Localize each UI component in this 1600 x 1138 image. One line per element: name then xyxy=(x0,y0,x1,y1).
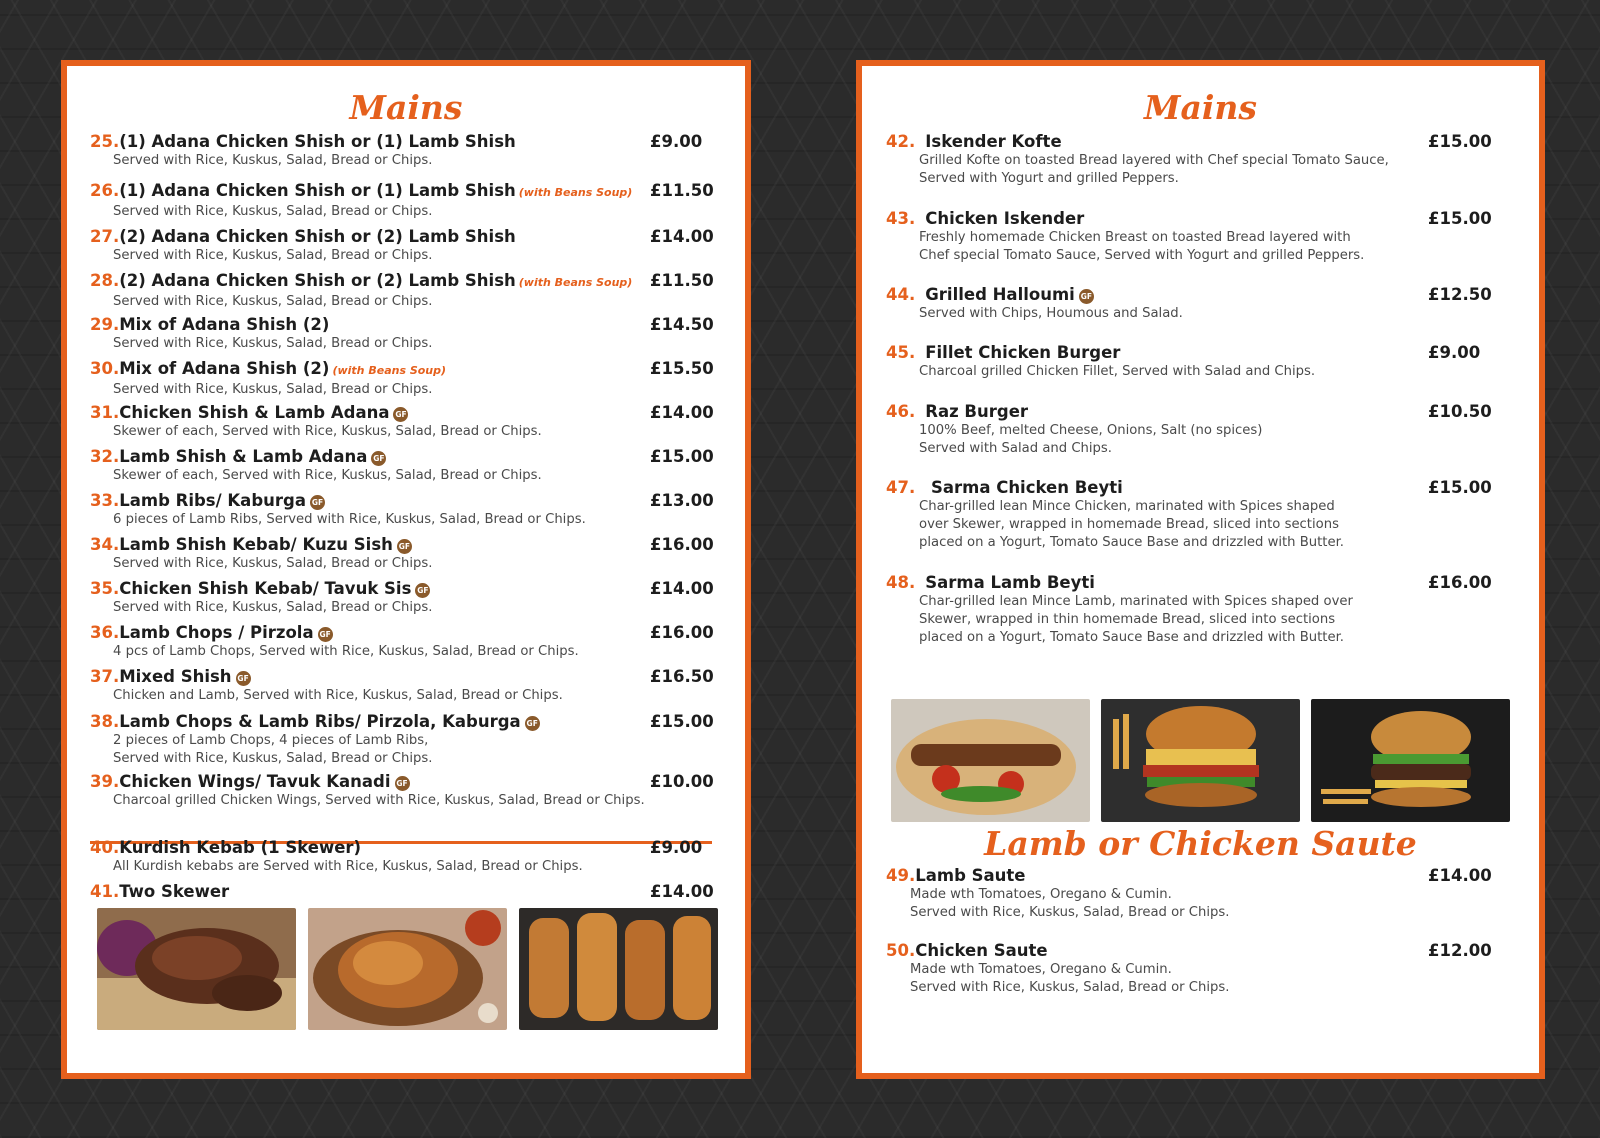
item-number: 36. xyxy=(90,623,120,642)
item-name: Lamb Shish Kebab/ Kuzu Sish xyxy=(119,535,393,554)
item-note: (with Beans Soup) xyxy=(518,186,633,199)
menu-page-right xyxy=(856,60,1545,1079)
item-description: Chef special Tomato Sauce, Served with Yogurt and grilled Peppers. xyxy=(919,248,1365,263)
chicken-burger-photo xyxy=(1101,699,1300,822)
item-name: (1) Adana Chicken Shish or (1) Lamb Shish xyxy=(119,181,516,200)
menu-item xyxy=(90,535,432,573)
item-name: Mix of Adana Shish (2) xyxy=(119,359,330,378)
menu-item-heading xyxy=(90,882,229,902)
item-number: 43. xyxy=(886,209,916,228)
item-number: 47. xyxy=(886,478,916,497)
menu-item xyxy=(90,623,579,661)
menu-item xyxy=(90,359,446,399)
item-name: (2) Adana Chicken Shish or (2) Lamb Shish xyxy=(119,227,516,246)
gluten-free-icon: GF xyxy=(397,539,412,554)
item-name: Sarma Lamb Beyti xyxy=(925,573,1095,592)
menu-item xyxy=(90,271,632,311)
menu-item xyxy=(886,941,1229,997)
item-number: 37. xyxy=(90,667,120,686)
menu-item-heading xyxy=(90,491,586,511)
item-number: 27. xyxy=(90,227,120,246)
gluten-free-icon: GF xyxy=(236,671,251,686)
item-description: Served with Rice, Kuskus, Salad, Bread or Chips. xyxy=(113,600,433,615)
menu-item-heading xyxy=(90,271,632,293)
item-price: £13.00 xyxy=(650,491,714,510)
saute-section-title: Lamb or Chicken Saute xyxy=(984,824,1417,863)
item-name: Chicken Shish Kebab/ Tavuk Sis xyxy=(119,579,412,598)
item-price: £15.00 xyxy=(1428,209,1492,228)
item-number: 30. xyxy=(90,359,120,378)
item-number: 28. xyxy=(90,271,120,290)
menu-item xyxy=(886,573,1353,647)
item-description: Served with Yogurt and grilled Peppers. xyxy=(919,171,1179,186)
item-description: placed on a Yogurt, Tomato Sauce Base and drizzled with Butter. xyxy=(919,630,1344,645)
gluten-free-icon: GF xyxy=(1079,289,1094,304)
item-description: Served with Rice, Kuskus, Salad, Bread or Chips. xyxy=(113,248,433,263)
chicken-skewers-photo xyxy=(519,908,718,1030)
menu-item xyxy=(90,667,563,705)
item-description: Charcoal grilled Chicken Wings, Served with Rice, Kuskus, Salad, Bread or Chips. xyxy=(113,793,645,808)
menu-item xyxy=(90,227,516,265)
item-description: Served with Rice, Kuskus, Salad, Bread or Chips. xyxy=(113,294,433,309)
item-description: over Skewer, wrapped in homemade Bread, sliced into sections xyxy=(919,517,1339,532)
item-description: 100% Beef, melted Cheese, Onions, Salt (no spices) xyxy=(919,423,1263,438)
item-name: Two Skewer xyxy=(119,882,230,901)
item-name: Mixed Shish xyxy=(119,667,232,686)
gluten-free-icon: GF xyxy=(393,407,408,422)
item-note: (with Beans Soup) xyxy=(518,276,633,289)
item-price: £14.00 xyxy=(650,227,714,246)
item-name: Sarma Chicken Beyti xyxy=(925,478,1123,497)
item-price: £16.00 xyxy=(650,535,714,554)
menu-item-heading xyxy=(90,535,432,555)
item-description: Made wth Tomatoes, Oregano & Cumin. xyxy=(910,887,1172,902)
menu-item-heading xyxy=(886,573,1353,593)
item-name: Lamb Chops / Pirzola xyxy=(119,623,314,642)
item-number: 40. xyxy=(90,838,120,857)
menu-item xyxy=(90,772,645,810)
menu-item xyxy=(886,285,1183,323)
item-price: £12.00 xyxy=(1428,941,1492,960)
item-price: £14.50 xyxy=(650,315,714,334)
menu-item xyxy=(90,491,586,529)
menu-item-heading xyxy=(886,209,1364,229)
item-description: Skewer of each, Served with Rice, Kuskus, Salad, Bread or Chips. xyxy=(113,424,542,439)
menu-item xyxy=(90,882,229,902)
item-price: £16.00 xyxy=(1428,573,1492,592)
menu-item-heading xyxy=(886,402,1262,422)
item-name: Chicken Shish & Lamb Adana xyxy=(119,403,390,422)
item-number: 29. xyxy=(90,315,120,334)
item-description: Served with Rice, Kuskus, Salad, Bread or Chips. xyxy=(910,980,1230,995)
item-number: 46. xyxy=(886,402,916,421)
menu-item-heading xyxy=(90,315,432,335)
item-name: Grilled Halloumi xyxy=(925,285,1075,304)
item-name: Lamb Saute xyxy=(915,866,1026,885)
item-price: £9.00 xyxy=(650,132,703,151)
menu-item-heading xyxy=(90,403,542,423)
item-number: 48. xyxy=(886,573,916,592)
menu-item-heading xyxy=(886,285,1183,305)
menu-item-heading xyxy=(90,447,542,467)
item-name: Lamb Chops & Lamb Ribs/ Pirzola, Kaburga xyxy=(119,712,521,731)
item-number: 50. xyxy=(886,941,916,960)
item-description: Served with Rice, Kuskus, Salad, Bread or Chips. xyxy=(910,905,1230,920)
item-number: 41. xyxy=(90,882,120,901)
item-description: Freshly homemade Chicken Breast on toasted Bread layered with xyxy=(919,230,1351,245)
gluten-free-icon: GF xyxy=(318,627,333,642)
item-price: £11.50 xyxy=(650,181,714,200)
menu-item xyxy=(90,181,632,221)
gluten-free-icon: GF xyxy=(525,716,540,731)
item-name: Raz Burger xyxy=(925,402,1029,421)
menu-item-heading xyxy=(90,838,583,858)
menu-item-heading xyxy=(886,866,1229,886)
page-title: Mains xyxy=(349,88,463,127)
item-note: (with Beans Soup) xyxy=(332,364,447,377)
item-price: £16.00 xyxy=(650,623,714,642)
item-number: 32. xyxy=(90,447,120,466)
menu-item-heading xyxy=(90,667,563,687)
menu-item-heading xyxy=(90,181,632,203)
item-price: £15.00 xyxy=(1428,478,1492,497)
item-name: (2) Adana Chicken Shish or (2) Lamb Shish xyxy=(119,271,516,290)
item-description: Grilled Kofte on toasted Bread layered with Chef special Tomato Sauce, xyxy=(919,153,1389,168)
item-description: Char-grilled lean Mince Chicken, marinated with Spices shaped xyxy=(919,499,1335,514)
item-name: Chicken Iskender xyxy=(925,209,1085,228)
lamb-chops-photo xyxy=(97,908,296,1030)
menu-item-heading xyxy=(886,941,1229,961)
item-description: 4 pcs of Lamb Chops, Served with Rice, Kuskus, Salad, Bread or Chips. xyxy=(113,644,579,659)
menu-item xyxy=(886,343,1315,381)
item-name: Lamb Ribs/ Kaburga xyxy=(119,491,306,510)
item-price: £15.00 xyxy=(650,712,714,731)
menu-item-heading xyxy=(886,132,1389,152)
item-price: £9.00 xyxy=(650,838,703,857)
menu-item xyxy=(90,315,432,353)
item-description: Served with Rice, Kuskus, Salad, Bread or Chips. xyxy=(113,204,433,219)
item-description: Skewer, wrapped in thin homemade Bread, sliced into sections xyxy=(919,612,1336,627)
item-name: Lamb Shish & Lamb Adana xyxy=(119,447,368,466)
menu-item-heading xyxy=(90,227,516,247)
item-name: Mix of Adana Shish (2) xyxy=(119,315,330,334)
item-price: £16.50 xyxy=(650,667,714,686)
menu-item xyxy=(886,866,1229,922)
item-number: 38. xyxy=(90,712,120,731)
menu-item xyxy=(90,403,542,441)
item-description: Served with Rice, Kuskus, Salad, Bread or Chips. xyxy=(113,382,433,397)
item-price: £15.00 xyxy=(1428,132,1492,151)
menu-item xyxy=(886,402,1262,458)
roast-chicken-photo xyxy=(308,908,507,1030)
item-number: 39. xyxy=(90,772,120,791)
item-description: Chicken and Lamb, Served with Rice, Kuskus, Salad, Bread or Chips. xyxy=(113,688,563,703)
item-price: £10.00 xyxy=(650,772,714,791)
item-price: £11.50 xyxy=(650,271,714,290)
item-number: 33. xyxy=(90,491,120,510)
page-title: Mains xyxy=(1143,88,1258,127)
item-description: Served with Chips, Houmous and Salad. xyxy=(919,306,1183,321)
item-description: Char-grilled lean Mince Lamb, marinated with Spices shaped over xyxy=(919,594,1353,609)
item-description: placed on a Yogurt, Tomato Sauce Base and drizzled with Butter. xyxy=(919,535,1344,550)
item-price: £12.50 xyxy=(1428,285,1492,304)
menu-item xyxy=(90,447,542,485)
item-name: Iskender Kofte xyxy=(925,132,1062,151)
item-price: £15.00 xyxy=(650,447,714,466)
item-name: Kurdish Kebab (1 Skewer) xyxy=(119,838,362,857)
item-number: 49. xyxy=(886,866,916,885)
item-description: Served with Rice, Kuskus, Salad, Bread or Chips. xyxy=(113,153,433,168)
item-number: 42. xyxy=(886,132,916,151)
item-description: Served with Salad and Chips. xyxy=(919,441,1112,456)
menu-item xyxy=(90,132,516,170)
item-description: Served with Rice, Kuskus, Salad, Bread or Chips. xyxy=(113,556,433,571)
menu-item-heading xyxy=(90,772,645,792)
menu-item xyxy=(90,712,540,768)
item-price: £14.00 xyxy=(650,403,714,422)
item-number: 34. xyxy=(90,535,120,554)
beyti-wrap-photo xyxy=(891,699,1090,822)
item-number: 44. xyxy=(886,285,916,304)
item-name: Chicken Saute xyxy=(915,941,1048,960)
menu-item-heading xyxy=(886,478,1344,498)
item-description: Charcoal grilled Chicken Fillet, Served with Salad and Chips. xyxy=(919,364,1316,379)
gluten-free-icon: GF xyxy=(395,776,410,791)
menu-item-heading xyxy=(886,343,1315,363)
item-description: 6 pieces of Lamb Ribs, Served with Rice, Kuskus, Salad, Bread or Chips. xyxy=(113,512,586,527)
item-description: All Kurdish kebabs are Served with Rice, Kuskus, Salad, Bread or Chips. xyxy=(113,859,583,874)
gluten-free-icon: GF xyxy=(310,495,325,510)
menu-item-heading xyxy=(90,623,579,643)
menu-item xyxy=(886,478,1344,552)
item-description: 2 pieces of Lamb Chops, 4 pieces of Lamb Ribs, xyxy=(113,733,429,748)
item-description: Made wth Tomatoes, Oregano & Cumin. xyxy=(910,962,1172,977)
beef-burger-photo xyxy=(1311,699,1510,822)
item-description: Served with Rice, Kuskus, Salad, Bread or Chips. xyxy=(113,336,433,351)
item-price: £14.00 xyxy=(650,579,714,598)
item-number: 45. xyxy=(886,343,916,362)
item-description: Skewer of each, Served with Rice, Kuskus, Salad, Bread or Chips. xyxy=(113,468,542,483)
menu-item-heading xyxy=(90,712,540,732)
item-price: £10.50 xyxy=(1428,402,1492,421)
item-name: Chicken Wings/ Tavuk Kanadi xyxy=(119,772,391,791)
menu-item xyxy=(886,132,1389,188)
item-number: 35. xyxy=(90,579,120,598)
item-price: £14.00 xyxy=(1428,866,1492,885)
menu-item-heading xyxy=(90,132,516,152)
menu-item xyxy=(90,579,432,617)
item-name: Fillet Chicken Burger xyxy=(925,343,1121,362)
item-description: Served with Rice, Kuskus, Salad, Bread or Chips. xyxy=(113,751,433,766)
item-number: 26. xyxy=(90,181,120,200)
item-price: £15.50 xyxy=(650,359,714,378)
menu-item-heading xyxy=(90,579,432,599)
item-name: (1) Adana Chicken Shish or (1) Lamb Shish xyxy=(119,132,516,151)
item-price: £14.00 xyxy=(650,882,714,901)
menu-page-left xyxy=(61,60,751,1079)
menu-item-heading xyxy=(90,359,446,381)
menu-item xyxy=(90,838,583,876)
item-number: 25. xyxy=(90,132,120,151)
menu-item xyxy=(886,209,1364,265)
gluten-free-icon: GF xyxy=(371,451,386,466)
gluten-free-icon: GF xyxy=(415,583,430,598)
item-number: 31. xyxy=(90,403,120,422)
item-price: £9.00 xyxy=(1428,343,1481,362)
